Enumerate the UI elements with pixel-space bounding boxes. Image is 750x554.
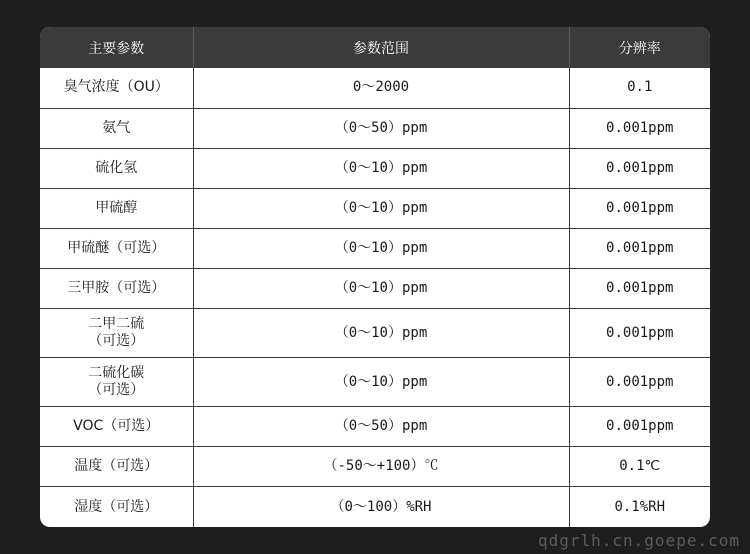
resolution-cell: 0.1%RH <box>614 498 666 515</box>
param-cell: 甲硫醇 <box>40 188 193 228</box>
param-cell: 硫化氢 <box>40 148 193 188</box>
table-row <box>40 228 710 268</box>
table-row <box>40 447 710 487</box>
range-cell: （0～10）ppm <box>193 188 569 228</box>
resolution-cell: 0.001ppm <box>569 228 710 268</box>
resolution-cell: 0.1℃ <box>569 447 710 487</box>
param-cell: 三甲胺（可选） <box>40 268 193 308</box>
table-row <box>40 148 710 188</box>
resolution-cell: 0.001ppm <box>569 407 710 447</box>
param-line-1: 二甲二硫 <box>88 316 145 333</box>
param-line-1: 二硫化碳 <box>88 365 145 382</box>
param-cell: 臭气浓度（OU） <box>40 68 193 108</box>
parameter-table-container <box>40 27 710 527</box>
resolution-cell: 0.001ppm <box>569 358 710 407</box>
watermark-text: qdgrlh.cn.goepe.com <box>537 531 740 550</box>
resolution-cell: 0.001ppm <box>569 308 710 357</box>
header-parameter-range: 参数范围 <box>193 27 569 68</box>
parameter-table <box>40 27 710 527</box>
range-cell: （0～10）ppm <box>193 228 569 268</box>
resolution-cell: 0.001ppm <box>569 108 710 148</box>
range-cell: （0～50）ppm <box>193 108 569 148</box>
param-cell: VOC（可选） <box>40 407 193 447</box>
table-row <box>40 308 710 357</box>
param-line-2: （可选） <box>88 333 145 350</box>
range-cell: （0～10）ppm <box>193 148 569 188</box>
resolution-cell: 0.001ppm <box>569 268 710 308</box>
table-header-row <box>40 27 710 68</box>
resolution-cell: 0.001ppm <box>569 148 710 188</box>
range-cell: （0～100）%RH <box>193 487 569 527</box>
table-row <box>40 268 710 308</box>
param-line-2: （可选） <box>88 382 145 399</box>
range-cell: （-50～+100）℃ <box>193 447 569 487</box>
table-row <box>40 358 710 407</box>
resolution-cell: 0.001ppm <box>569 188 710 228</box>
range-cell: （0～10）ppm <box>193 358 569 407</box>
table-row <box>40 487 710 527</box>
param-cell <box>40 358 193 407</box>
header-resolution: 分辨率 <box>569 27 710 68</box>
resolution-cell: 0.1 <box>569 68 710 108</box>
table-row <box>40 68 710 108</box>
range-cell: 0～2000 <box>193 68 569 108</box>
param-cell: 氨气 <box>40 108 193 148</box>
param-cell: 湿度（可选） <box>40 487 193 527</box>
param-cell <box>40 308 193 357</box>
table-row <box>40 108 710 148</box>
table-row <box>40 188 710 228</box>
header-main-parameter: 主要参数 <box>40 27 193 68</box>
param-cell: 温度（可选） <box>40 447 193 487</box>
range-cell: （0～10）ppm <box>193 308 569 357</box>
param-cell: 甲硫醚（可选） <box>40 228 193 268</box>
range-cell: （0～50）ppm <box>193 407 569 447</box>
range-cell: （0～10）ppm <box>193 268 569 308</box>
table-row <box>40 407 710 447</box>
